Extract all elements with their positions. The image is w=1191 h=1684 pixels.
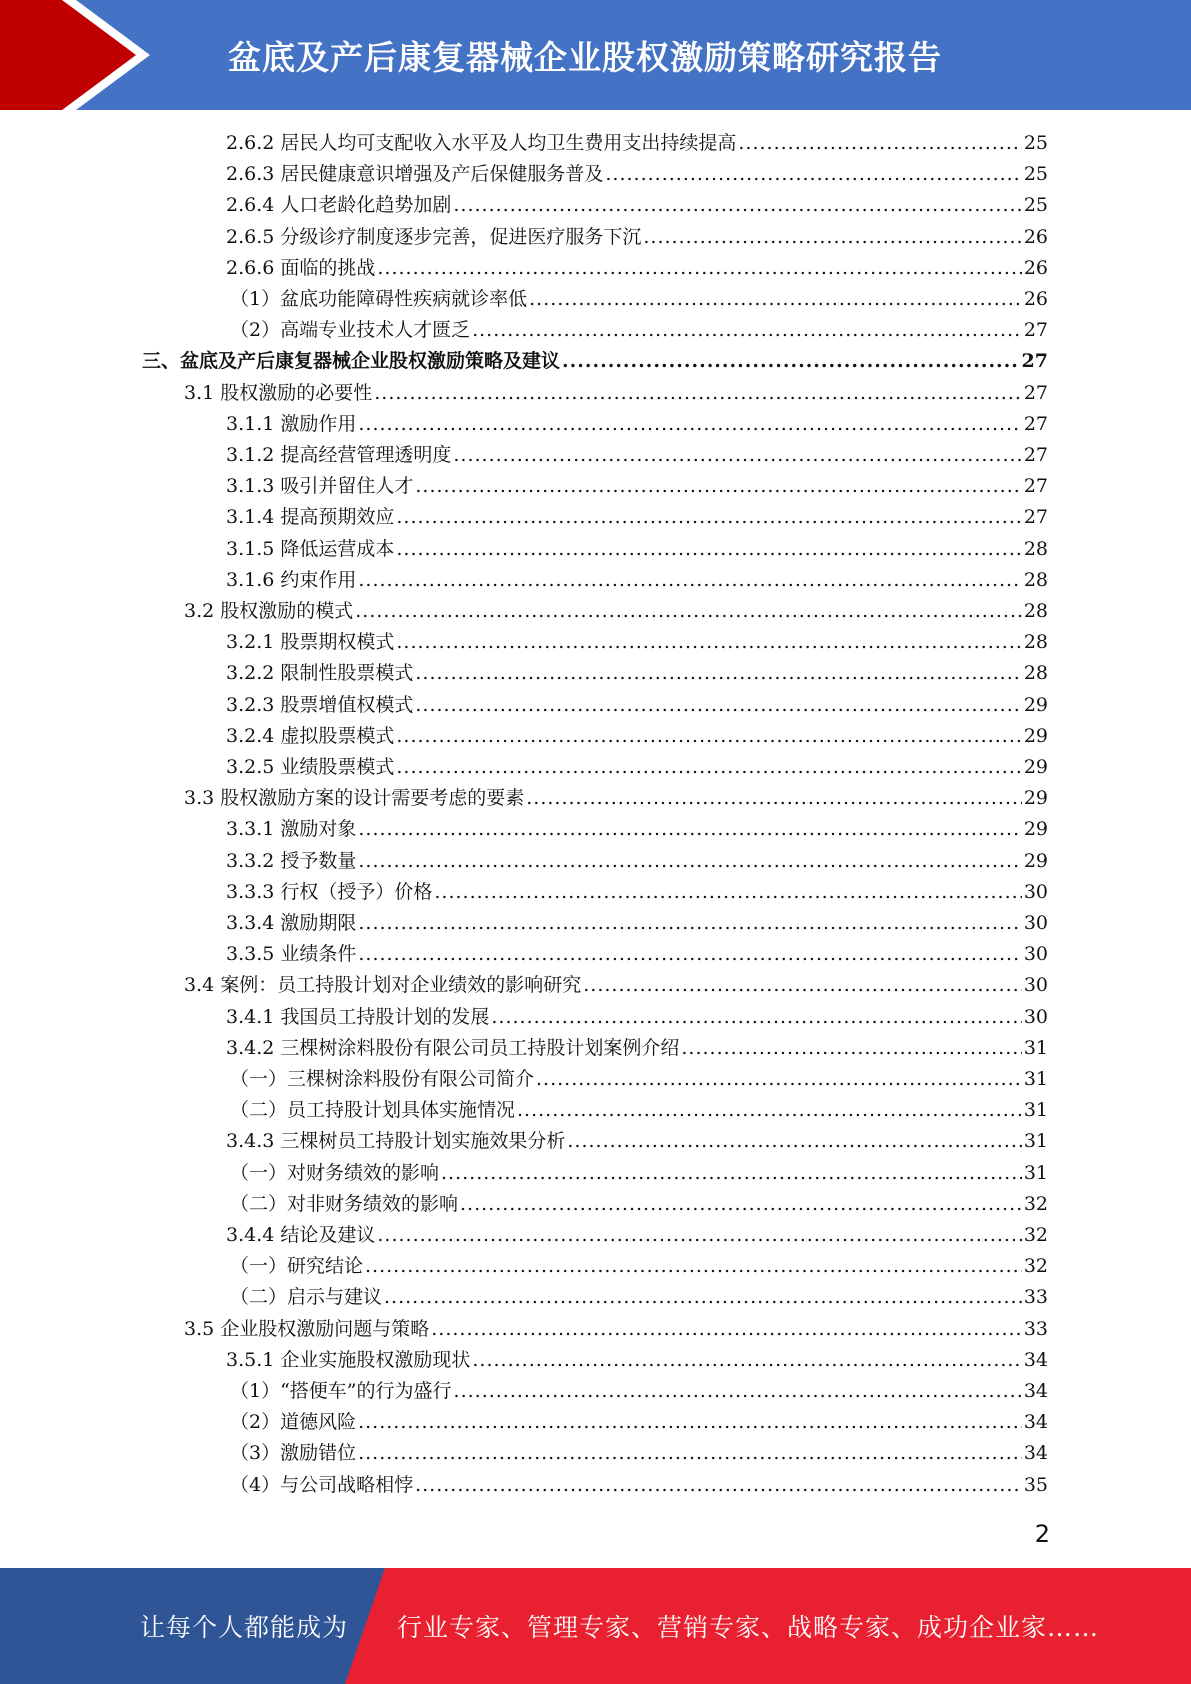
toc-entry-page: 32 [1023,1192,1048,1215]
toc-dot-leader [472,1345,1021,1376]
toc-dot-leader [454,1376,1022,1407]
toc-dot-leader [434,877,1021,908]
toc-dot-leader [365,1251,1022,1282]
toc-entry-page: 25 [1023,163,1048,186]
toc-entry-page: 34 [1023,1380,1048,1402]
toc-entry-page: 31 [1023,1130,1048,1153]
toc-entry[interactable] [226,752,1048,783]
toc-entry[interactable] [226,627,1048,658]
toc-entry-page: 28 [1023,662,1048,685]
toc-entry-label: 3.2.5 业绩股票模式 [226,756,395,778]
toc-entry-label: （二）启示与建议 [230,1286,383,1309]
toc-entry[interactable] [230,1407,1048,1438]
toc-entry-page: 34 [1023,1411,1048,1434]
header-arrow-decoration [0,0,160,110]
toc-entry-label: 3.4 案例：员工持股计划对企业绩效的影响研究 [184,974,582,997]
toc-entry[interactable] [226,222,1048,253]
toc-entry-label: （一）研究结论 [230,1255,364,1278]
toc-entry-page: 27 [1023,319,1048,342]
toc-dot-leader [415,690,1021,721]
toc-entry[interactable] [226,409,1048,440]
toc-entry-page: 28 [1023,537,1048,560]
toc-entry[interactable] [230,1438,1048,1469]
report-footer [0,1568,1191,1684]
toc-entry-label: 3.3.3 行权（授予）价格 [226,880,433,903]
toc-dot-leader [358,939,1021,970]
toc-entry-label: 3.1.4 提高预期效应 [226,506,395,529]
toc-dot-leader [738,128,1021,159]
toc-entry[interactable] [226,1002,1048,1033]
toc-entry[interactable] [230,1095,1048,1126]
toc-dot-leader [384,1282,1022,1313]
toc-entry[interactable] [230,1189,1048,1220]
report-title: 盆底及产后康复器械企业股权激励策略研究报告 [228,37,942,77]
toc-entry[interactable] [230,1470,1048,1501]
toc-dot-leader [377,1220,1021,1251]
toc-dot-leader [396,502,1021,533]
toc-dot-leader [536,1064,1022,1095]
toc-entry-label: 3.1.1 激励作用 [226,412,357,435]
toc-entry[interactable] [226,128,1048,159]
toc-entry-label: 3.2.2 限制性股票模式 [226,662,414,685]
toc-entry[interactable] [226,658,1048,689]
toc-entry-label: 3.4.3 三棵树员工持股计划实施效果分析 [226,1130,566,1153]
toc-entry-page: 27 [1023,381,1048,404]
toc-entry-label: 3.3.1 激励对象 [226,818,357,841]
toc-entry[interactable] [142,346,1048,377]
toc-entry[interactable] [226,440,1048,471]
toc-entry[interactable] [226,939,1048,970]
toc-entry-page: 28 [1023,631,1048,654]
toc-entry-page: 25 [1023,132,1048,154]
toc-dot-leader [681,1033,1021,1064]
footer-slogan-right: 行业专家、管理专家、营销专家、战略专家、成功企业家…… [397,1613,1100,1642]
toc-entry-page: 34 [1023,1348,1048,1371]
toc-entry-label: 3.1.2 提高经营管理透明度 [226,444,452,466]
toc-dot-leader [396,752,1021,783]
toc-dot-leader [517,1095,1022,1126]
toc-dot-leader [396,534,1021,565]
toc-entry-page: 31 [1023,1036,1048,1059]
toc-entry-label: 3.2.3 股票增值权模式 [226,693,414,716]
toc-dot-leader [472,315,1022,346]
toc-entry-page: 30 [1023,974,1048,997]
toc-dot-leader [358,908,1021,939]
toc-entry[interactable] [230,1064,1048,1095]
toc-entry-page: 35 [1023,1473,1048,1496]
toc-entry-page: 29 [1023,849,1048,872]
toc-entry[interactable] [230,1251,1048,1282]
toc-entry-page: 31 [1023,1068,1048,1090]
toc-entry-label: （4）与公司战略相悖 [230,1473,414,1496]
toc-entry-label: 2.6.3 居民健康意识增强及产后保健服务普及 [226,163,604,186]
toc-entry-label: 三、盆底及产后康复器械企业股权激励策略及建议 [142,350,561,373]
toc-entry-label: （2）高端专业技术人才匮乏 [230,319,471,342]
toc-dot-leader [396,721,1021,752]
toc-entry-label: （二）对非财务绩效的影响 [230,1192,459,1215]
toc-dot-leader [355,596,1022,627]
toc-entry-page: 25 [1023,194,1048,217]
toc-entry-page: 34 [1023,1442,1048,1465]
toc-entry-label: 3.1.3 吸引并留住人才 [226,475,414,498]
toc-entry[interactable] [230,1376,1048,1407]
report-header [0,0,1191,110]
toc-entry-page: 27 [1023,444,1048,466]
toc-entry-label: 3.3.2 授予数量 [226,849,357,872]
toc-entry-label: 2.6.5 分级诊疗制度逐步完善，促进医疗服务下沉 [226,225,642,248]
toc-entry[interactable] [226,814,1048,845]
toc-entry[interactable] [226,471,1048,502]
toc-dot-leader [583,970,1022,1001]
toc-dot-leader [415,658,1021,689]
toc-dot-leader [396,627,1021,658]
toc-dot-leader [415,1470,1022,1501]
toc-entry[interactable] [184,596,1048,627]
toc-entry[interactable] [226,1033,1048,1064]
toc-entry[interactable] [226,190,1048,221]
toc-entry-page: 26 [1023,225,1048,248]
toc-entry[interactable] [184,1314,1048,1345]
toc-entry[interactable] [226,502,1048,533]
toc-entry[interactable] [226,1220,1048,1251]
toc-entry[interactable] [230,1158,1048,1189]
toc-entry-label: 3.5 企业股权激励问题与策略 [184,1317,430,1340]
toc-dot-leader [377,253,1021,284]
toc-entry-page: 26 [1023,256,1048,279]
toc-dot-leader [358,846,1021,877]
toc-entry-page: 31 [1023,1099,1048,1122]
toc-dot-leader [431,1314,1022,1345]
toc-entry-page: 27 [1023,506,1048,529]
toc-entry[interactable] [226,877,1048,908]
toc-entry-page: 29 [1023,724,1048,747]
toc-entry-label: 3.2.4 虚拟股票模式 [226,724,395,747]
toc-entry-label: （二）员工持股计划具体实施情况 [230,1099,516,1122]
toc-dot-leader [358,1407,1022,1438]
toc-entry[interactable] [226,253,1048,284]
toc-entry-label: （一）对财务绩效的影响 [230,1161,440,1184]
toc-entry-page: 32 [1023,1255,1048,1278]
toc-entry-page: 30 [1023,912,1048,934]
toc-entry-label: 3.3.4 激励期限 [226,912,357,934]
toc-entry-label: 3.2 股权激励的模式 [184,600,354,622]
toc-entry-page: 29 [1023,818,1048,841]
toc-entry[interactable] [226,690,1048,721]
toc-dot-leader [453,440,1021,471]
toc-entry-page: 33 [1023,1286,1048,1309]
toc-entry[interactable] [226,721,1048,752]
toc-dot-leader [453,190,1021,221]
toc-entry-label: 3.1.6 约束作用 [226,568,357,591]
toc-entry-page: 32 [1023,1224,1048,1246]
toc-entry-page: 27 [1021,350,1048,373]
toc-entry[interactable] [226,534,1048,565]
toc-dot-leader [643,222,1021,253]
toc-entry-label: （3）激励错位 [230,1442,357,1465]
toc-entry-label: 3.2.1 股票期权模式 [226,631,395,654]
toc-entry-page: 28 [1023,600,1048,622]
toc-entry-page: 30 [1023,1005,1048,1028]
footer-slogan-left: 让每个人都能成为 [140,1613,349,1642]
toc-entry-page: 27 [1023,475,1048,498]
toc-dot-leader [460,1189,1022,1220]
toc-entry-label: （1）盆底功能障碍性疾病就诊率低 [230,288,528,310]
toc-entry-page: 28 [1023,568,1048,591]
toc-entry-page: 30 [1023,880,1048,903]
toc-entry-label: 2.6.4 人口老龄化趋势加剧 [226,194,452,217]
toc-entry[interactable] [230,315,1048,346]
toc-dot-leader [562,346,1020,377]
toc-dot-leader [358,814,1021,845]
toc-entry-label: 2.6.2 居民人均可支配收入水平及人均卫生费用支出持续提高 [226,132,737,154]
toc-entry[interactable] [226,159,1048,190]
toc-entry[interactable] [230,1282,1048,1313]
toc-dot-leader [567,1126,1021,1157]
toc-entry-page: 30 [1023,943,1048,966]
toc-dot-leader [526,783,1022,814]
toc-dot-leader [358,409,1021,440]
toc-dot-leader [529,284,1022,315]
toc-dot-leader [415,471,1021,502]
toc-entry-page: 29 [1023,756,1048,778]
toc-entry-label: 3.1.5 降低运营成本 [226,537,395,560]
toc-entry[interactable] [226,1126,1048,1157]
toc-entry[interactable] [184,378,1048,409]
toc-entry-label: （2）道德风险 [230,1411,357,1434]
toc-entry-page: 33 [1023,1317,1048,1340]
toc-entry[interactable] [226,565,1048,596]
toc-entry-page: 29 [1023,693,1048,716]
toc-entry[interactable] [184,970,1048,1001]
toc-entry-label: 3.4.4 结论及建议 [226,1224,376,1246]
toc-entry[interactable] [226,1345,1048,1376]
toc-entry-label: 3.3 股权激励方案的设计需要考虑的要素 [184,787,525,810]
toc-entry-page: 26 [1023,288,1048,310]
toc-entry-page: 27 [1023,412,1048,435]
toc-dot-leader [358,1438,1022,1469]
toc-entry[interactable] [230,284,1048,315]
toc-entry-label: 3.1 股权激励的必要性 [184,381,373,404]
toc-entry[interactable] [226,908,1048,939]
toc-dot-leader [441,1158,1022,1189]
toc-entry-label: 2.6.6 面临的挑战 [226,256,376,279]
toc-dot-leader [605,159,1021,190]
toc-entry-label: （1）“搭便车”的行为盛行 [230,1380,452,1402]
toc-entry-page: 29 [1023,787,1048,810]
toc-entry-label: （一）三棵树涂料股份有限公司简介 [230,1068,535,1090]
toc-entry-label: 3.4.1 我国员工持股计划的发展 [226,1005,490,1028]
page-number: 2 [1034,1520,1050,1548]
toc-entry-label: 3.5.1 企业实施股权激励现状 [226,1348,471,1371]
toc-dot-leader [491,1002,1021,1033]
toc-dot-leader [358,565,1021,596]
toc-entry[interactable] [184,783,1048,814]
toc-entry-label: 3.3.5 业绩条件 [226,943,357,966]
toc-entry-label: 3.4.2 三棵树涂料股份有限公司员工持股计划案例介绍 [226,1036,680,1059]
toc-entry[interactable] [226,846,1048,877]
toc-entry-page: 31 [1023,1161,1048,1184]
toc-dot-leader [374,378,1022,409]
